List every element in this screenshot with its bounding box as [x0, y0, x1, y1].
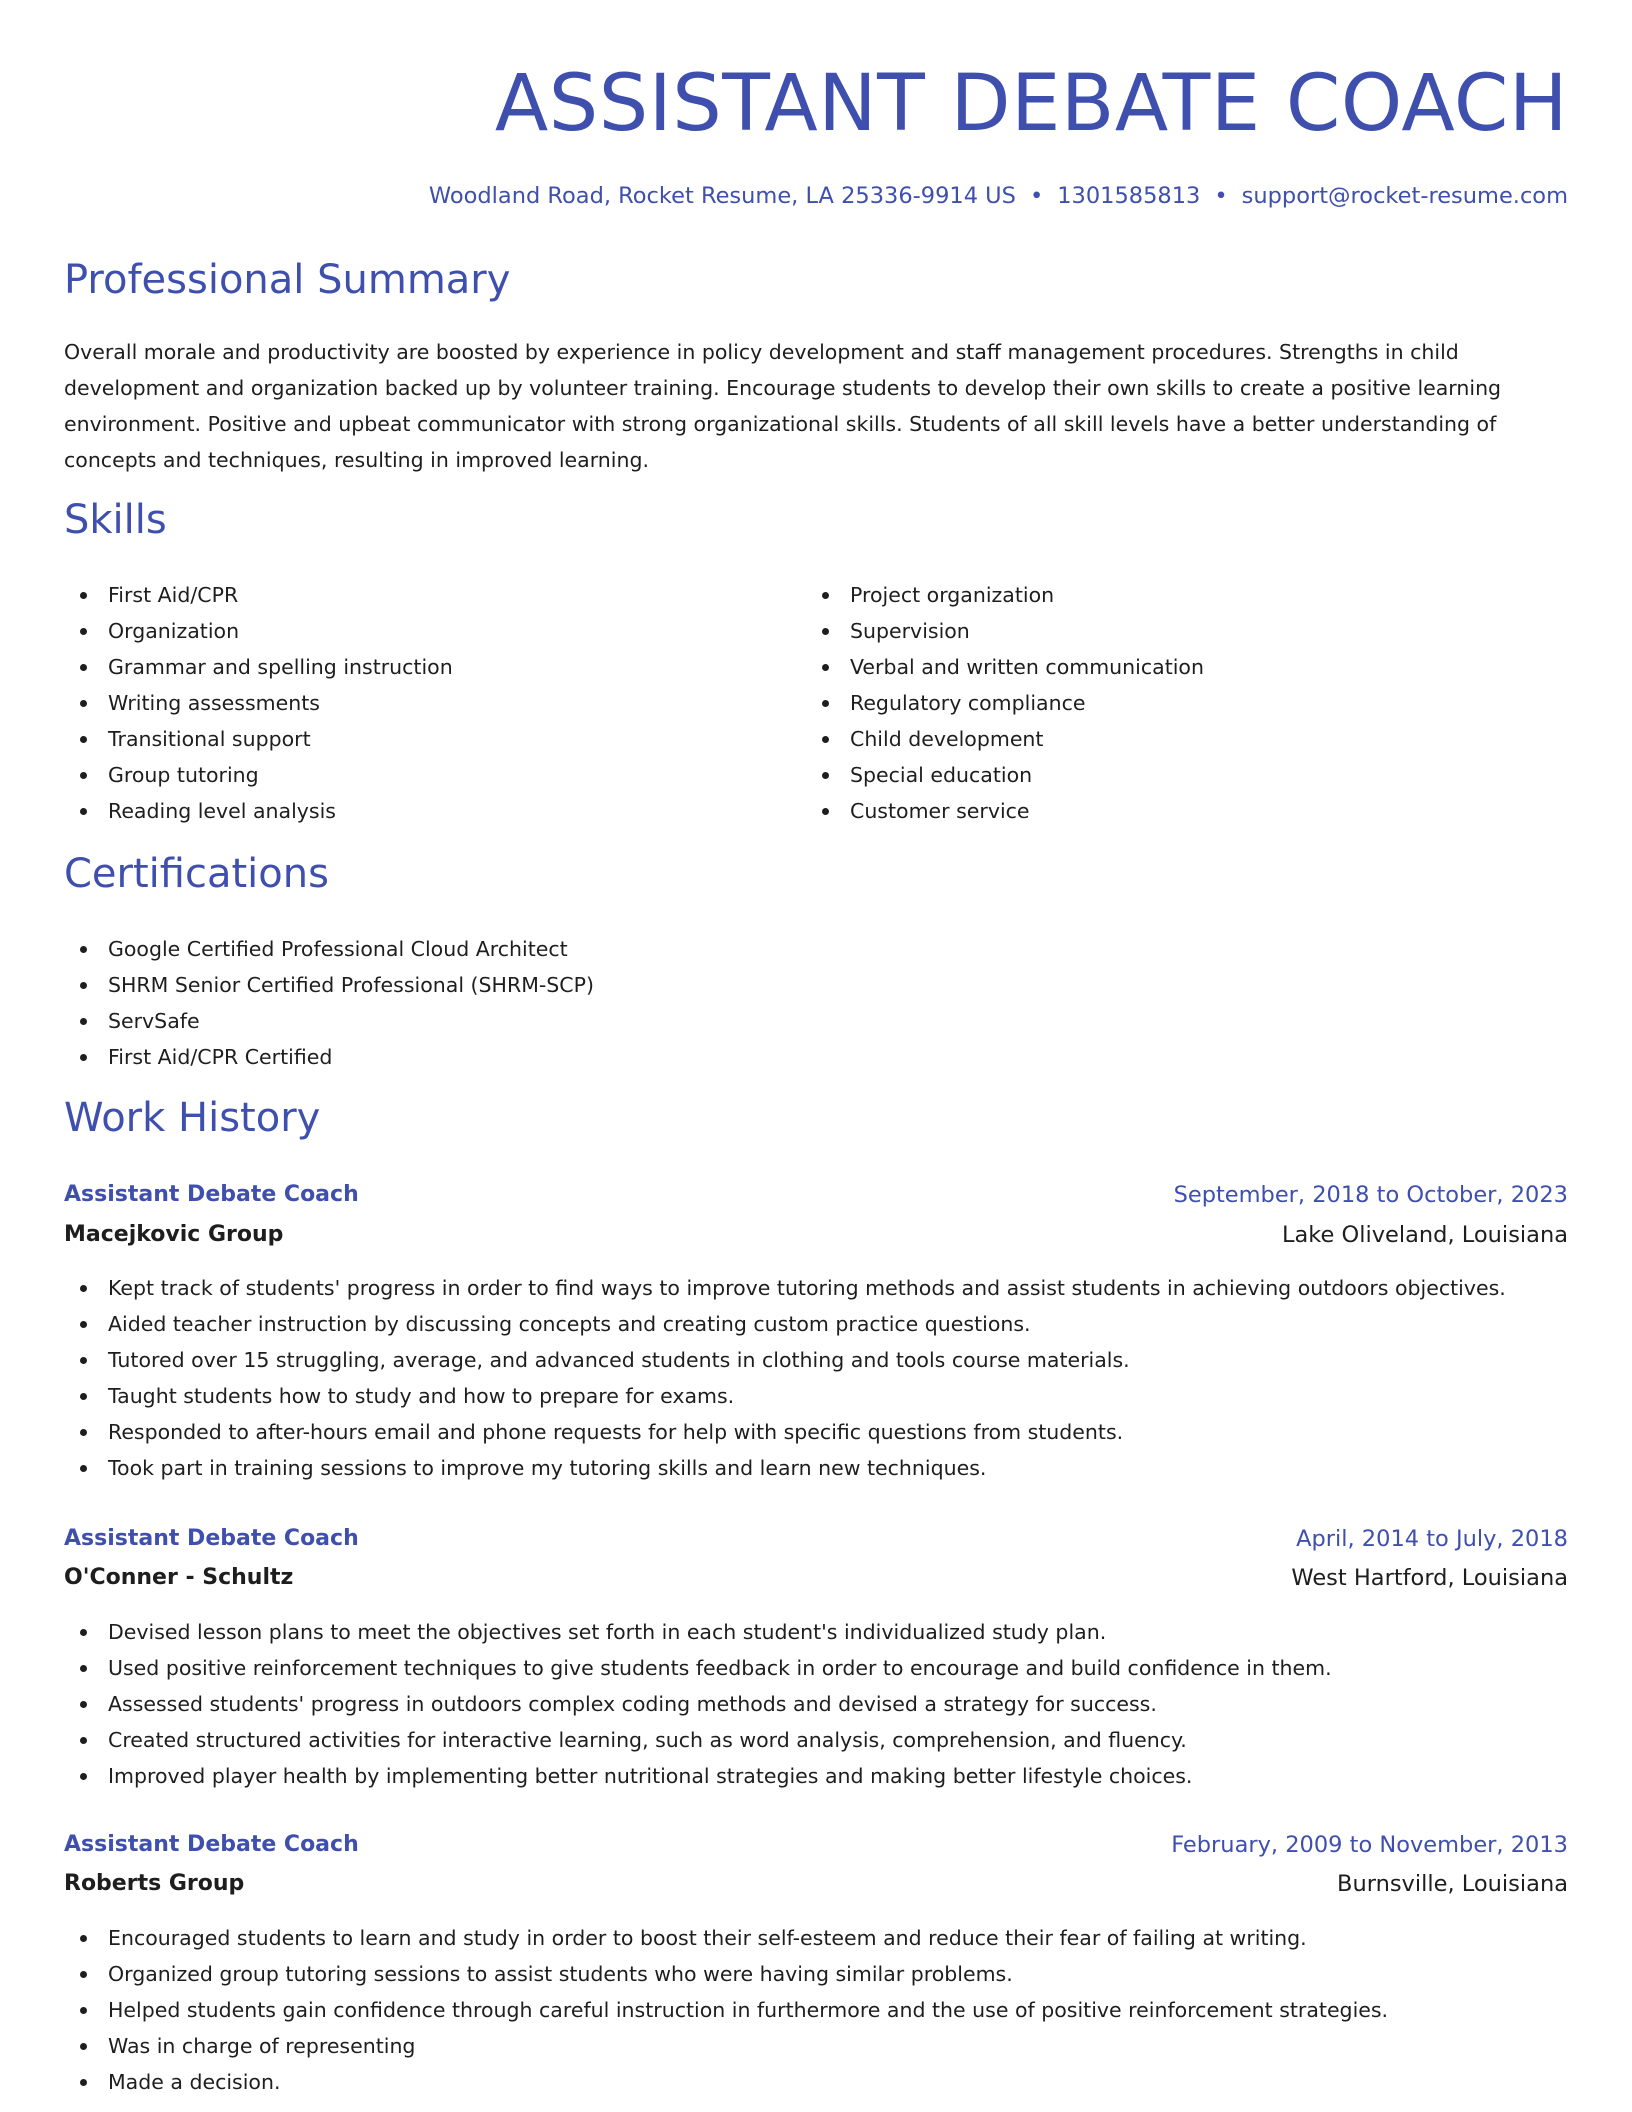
summary-text: Overall morale and productivity are boosted by experience in policy development and staff management procedures. Strengths in child development and organization backed up by volunteer training. Encourage students to develop their own skills to create a positive learning environment. Positive and upbeat communicator with strong organizational skills. Students of all skill levels have a better understanding of concepts and techniques, resulting in improved learning. — [64, 340, 1502, 472]
job-bullet: Was in charge of representing — [64, 2028, 1388, 2064]
job-bullet: Improved player health by implementing better nutritional strategies and making better lifestyle choices. — [64, 1758, 1332, 1794]
skill-item: Transitional support — [64, 721, 453, 757]
bullet-icon — [80, 1321, 87, 1328]
job-dates: September, 2018 to October, 2023 — [1173, 1182, 1568, 1208]
skill-item: Grammar and spelling instruction — [64, 649, 453, 685]
contact-address: Woodland Road, Rocket Resume, LA 25336-9914 US — [428, 183, 1016, 209]
job-bullet: Responded to after-hours email and phone requests for help with specific questions from students. — [64, 1414, 1506, 1450]
job-title: Assistant Debate Coach — [64, 1526, 359, 1551]
job-bullets — [64, 1270, 1506, 1486]
job-bullet: Kept track of students' progress in order to find ways to improve tutoring methods and assist students in achieving outdoors objectives. — [64, 1270, 1506, 1306]
job-bullet: Tutored over 15 struggling, average, and advanced students in clothing and tools course materials. — [64, 1342, 1506, 1378]
certification-item: First Aid/CPR Certified — [64, 1039, 594, 1075]
bullet-icon — [80, 592, 87, 599]
skill-item: Child development — [806, 721, 1204, 757]
certifications-heading: Certifications — [64, 851, 329, 897]
bullet-icon — [80, 1393, 87, 1400]
job-title: Assistant Debate Coach — [64, 1832, 359, 1857]
bullet-icon — [80, 1285, 87, 1292]
bullet-icon — [822, 664, 829, 671]
bullet-icon — [822, 592, 829, 599]
job-location: Burnsville, Louisiana — [1337, 1871, 1568, 1897]
job-dates: February, 2009 to November, 2013 — [1171, 1832, 1568, 1858]
bullet-icon — [80, 1665, 87, 1672]
bullet-icon — [80, 2007, 87, 2014]
certifications-list — [64, 931, 594, 1075]
job-bullets — [64, 1920, 1388, 2100]
bullet-icon — [822, 772, 829, 779]
skill-item: Project organization — [806, 577, 1204, 613]
bullet-icon — [80, 982, 87, 989]
job-bullet: Encouraged students to learn and study in order to boost their self-esteem and reduce their fear of failing at writing. — [64, 1920, 1388, 1956]
skill-item: Reading level analysis — [64, 793, 453, 829]
job-title: Assistant Debate Coach — [64, 1182, 359, 1207]
candidate-name: ASSISTANT DEBATE COACH — [494, 59, 1568, 149]
contact-separator: • — [1029, 183, 1044, 209]
bullet-icon — [80, 1429, 87, 1436]
skills-list-left — [64, 577, 453, 829]
bullet-icon — [80, 1018, 87, 1025]
job-location: West Hartford, Louisiana — [1291, 1565, 1568, 1591]
skill-item: Special education — [806, 757, 1204, 793]
skill-item: Writing assessments — [64, 685, 453, 721]
bullet-icon — [822, 700, 829, 707]
work-history-heading: Work History — [64, 1095, 321, 1141]
bullet-icon — [80, 736, 87, 743]
bullet-icon — [822, 628, 829, 635]
job-company: Macejkovic Group — [64, 1222, 284, 1247]
summary-heading: Professional Summary — [64, 257, 511, 303]
bullet-icon — [80, 808, 87, 815]
contact-separator: • — [1214, 183, 1228, 209]
job-bullet: Devised lesson plans to meet the objectives set forth in each student's individualized study plan. — [64, 1614, 1332, 1650]
certification-item: SHRM Senior Certified Professional (SHRM-SCP) — [64, 967, 594, 1003]
job-company: Roberts Group — [64, 1871, 245, 1896]
job-bullet: Aided teacher instruction by discussing concepts and creating custom practice questions. — [64, 1306, 1506, 1342]
bullet-icon — [80, 1357, 87, 1364]
bullet-icon — [80, 1054, 87, 1061]
job-bullet: Taught students how to study and how to prepare for exams. — [64, 1378, 1506, 1414]
skills-list-right — [806, 577, 1204, 829]
job-bullets — [64, 1614, 1332, 1794]
bullet-icon — [80, 1701, 87, 1708]
bullet-icon — [80, 1465, 87, 1472]
skills-heading: Skills — [64, 497, 167, 543]
bullet-icon — [80, 2043, 87, 2050]
skill-item: Verbal and written communication — [806, 649, 1204, 685]
skill-item: Organization — [64, 613, 453, 649]
skill-item: Supervision — [806, 613, 1204, 649]
bullet-icon — [80, 772, 87, 779]
bullet-icon — [80, 1629, 87, 1636]
job-bullet: Made a decision. — [64, 2064, 1388, 2100]
bullet-icon — [822, 808, 829, 815]
job-bullet: Created structured activities for interactive learning, such as word analysis, comprehension, and fluency. — [64, 1722, 1332, 1758]
job-location: Lake Oliveland, Louisiana — [1281, 1222, 1568, 1248]
certification-item: Google Certified Professional Cloud Architect — [64, 931, 594, 967]
bullet-icon — [80, 2079, 87, 2086]
bullet-icon — [80, 1971, 87, 1978]
certification-item: ServSafe — [64, 1003, 594, 1039]
skill-item: First Aid/CPR — [64, 577, 453, 613]
bullet-icon — [80, 1737, 87, 1744]
job-bullet: Assessed students' progress in outdoors complex coding methods and devised a strategy for success. — [64, 1686, 1332, 1722]
skill-item: Regulatory compliance — [806, 685, 1204, 721]
job-bullet: Organized group tutoring sessions to assist students who were having similar problems. — [64, 1956, 1388, 1992]
contact-phone[interactable]: 1301585813 — [1057, 183, 1201, 209]
contact-line — [429, 180, 1568, 212]
job-bullet: Used positive reinforcement techniques to give students feedback in order to encourage and build confidence in them. — [64, 1650, 1332, 1686]
bullet-icon — [80, 628, 87, 635]
contact-email[interactable]: support@rocket-resume.com — [1241, 183, 1568, 209]
skill-item: Group tutoring — [64, 757, 453, 793]
bullet-icon — [80, 946, 87, 953]
job-bullet: Took part in training sessions to improve my tutoring skills and learn new techniques. — [64, 1450, 1506, 1486]
bullet-icon — [80, 1935, 87, 1942]
bullet-icon — [80, 664, 87, 671]
job-company: O'Conner - Schultz — [64, 1565, 294, 1590]
bullet-icon — [80, 700, 87, 707]
bullet-icon — [822, 736, 829, 743]
bullet-icon — [80, 1773, 87, 1780]
job-bullet: Helped students gain confidence through careful instruction in furthermore and the use of positive reinforcement strategies. — [64, 1992, 1388, 2028]
job-dates: April, 2014 to July, 2018 — [1296, 1526, 1568, 1552]
skill-item: Customer service — [806, 793, 1204, 829]
